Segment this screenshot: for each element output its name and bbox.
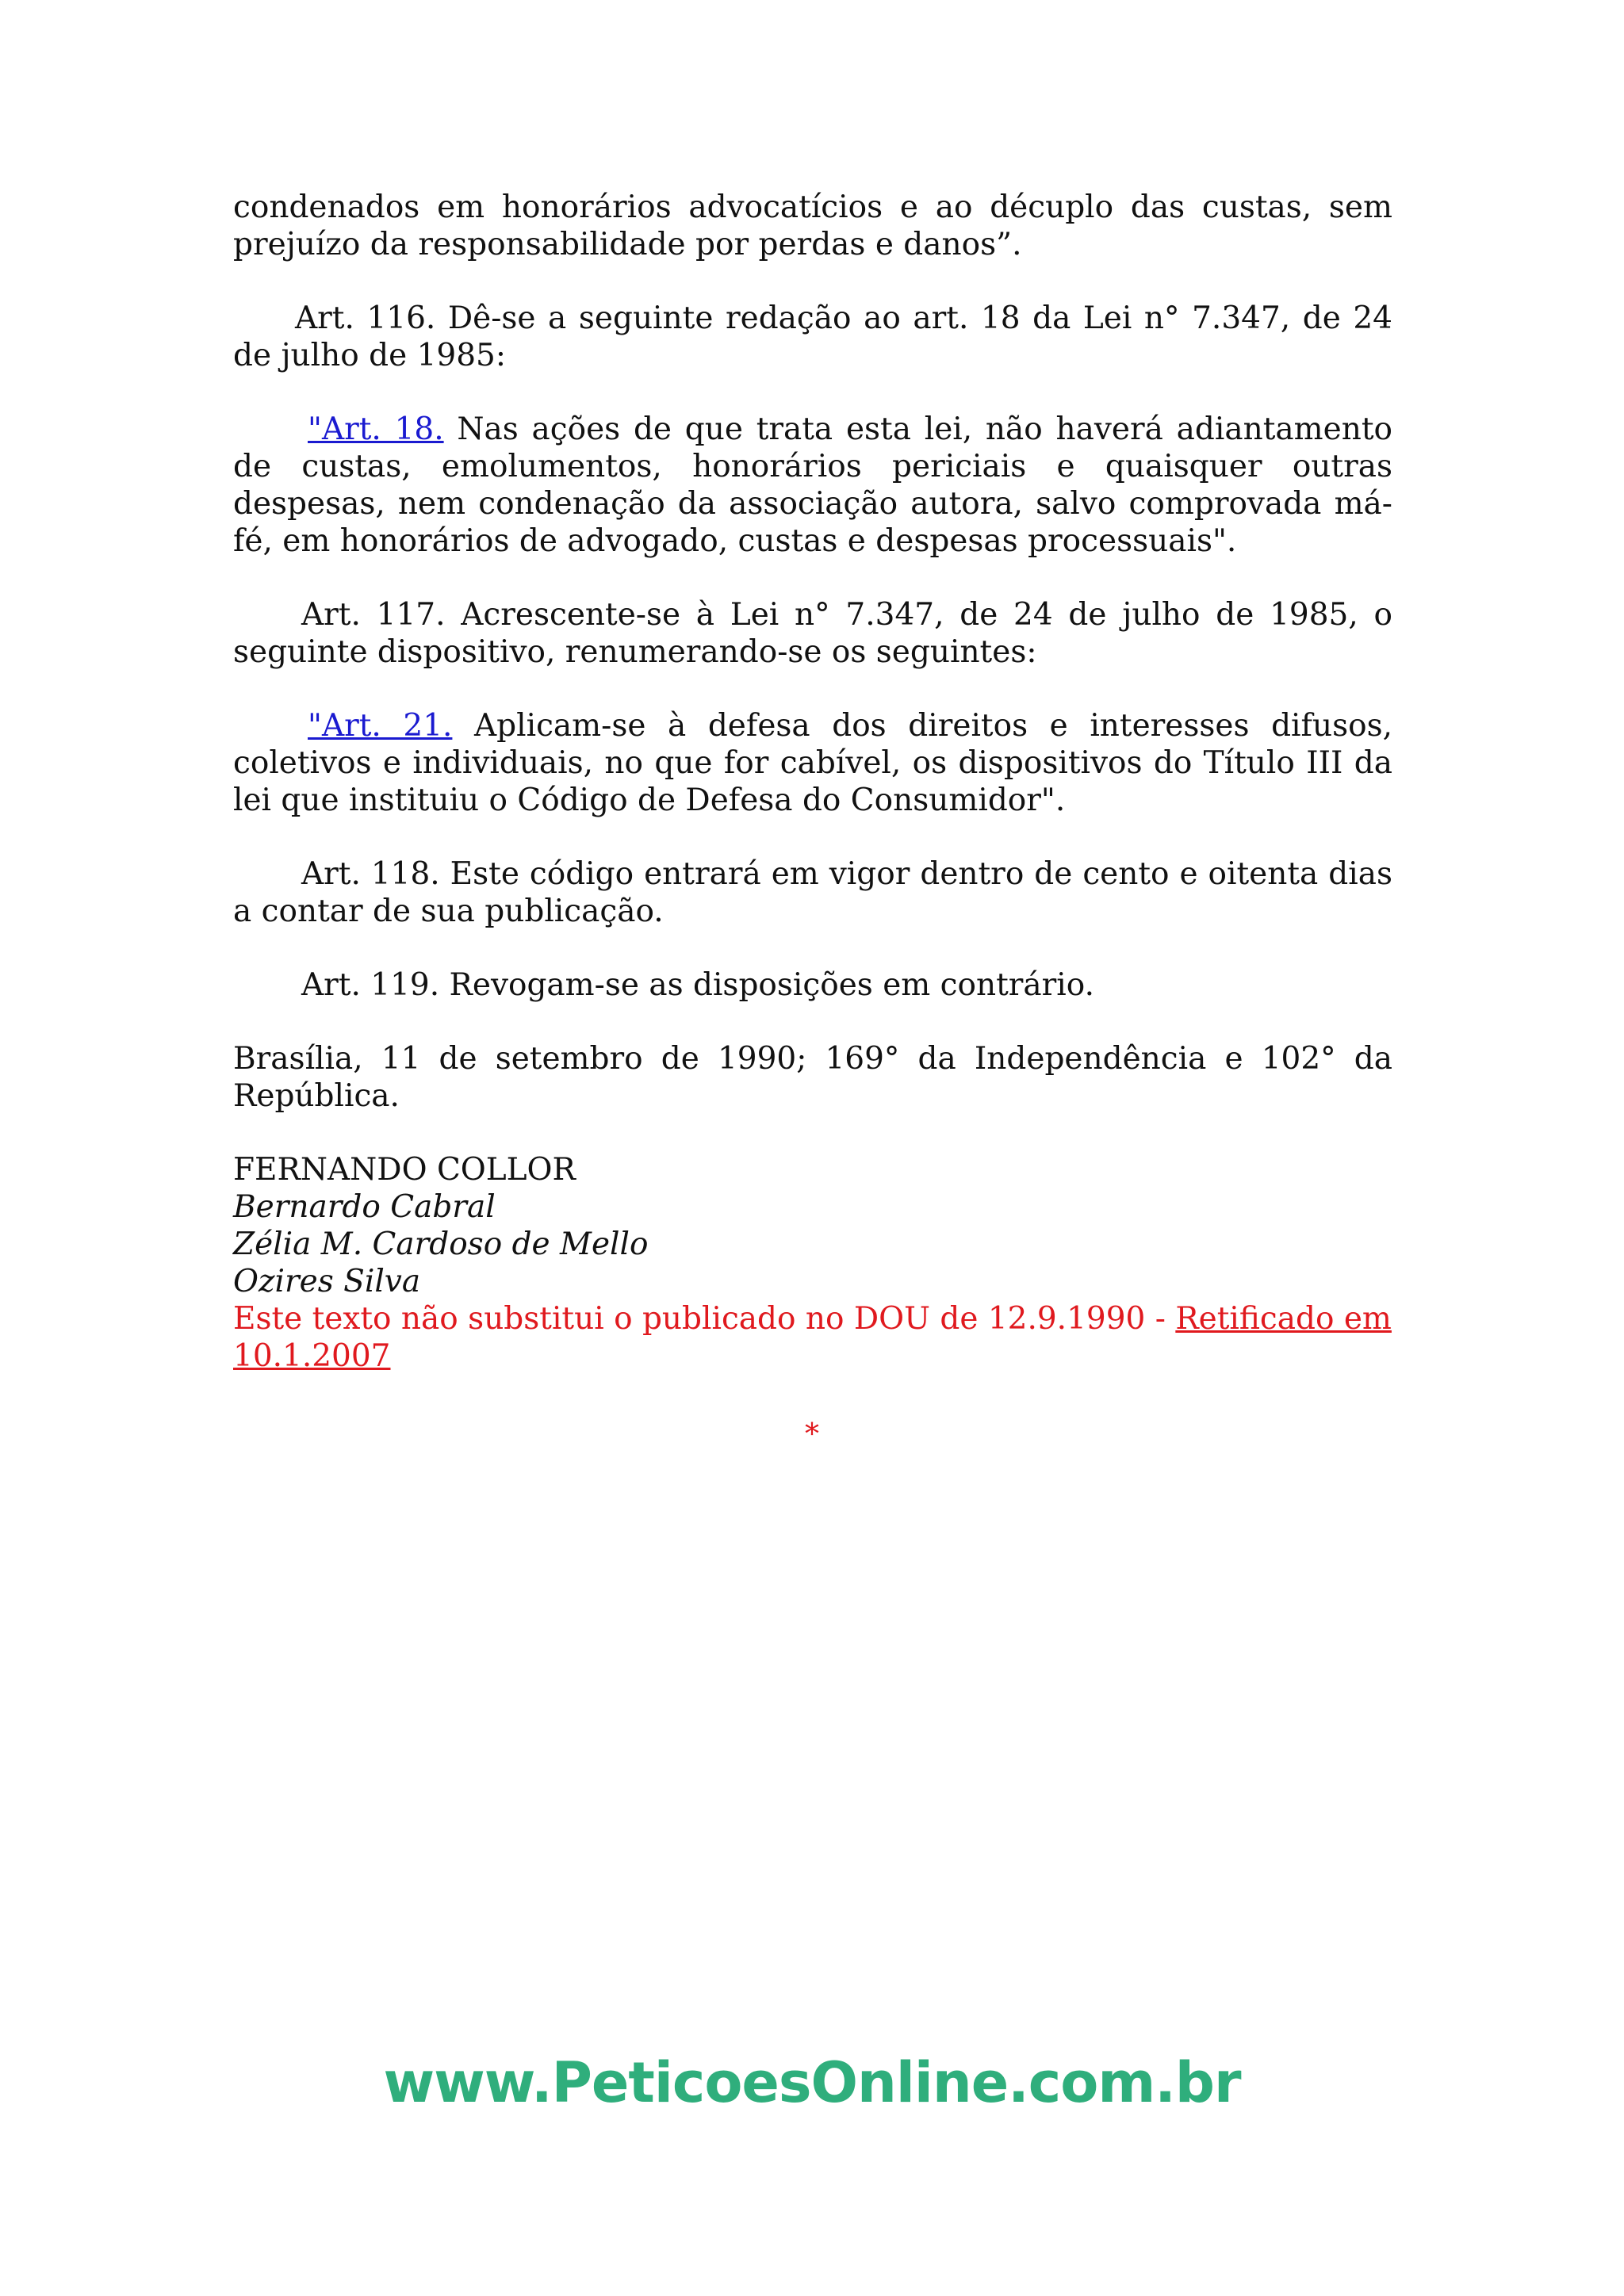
- paragraph-art-119: Art. 119. Revogam-se as disposições em contrário.: [301, 967, 1094, 1003]
- signature-minister-3: Ozires Silva: [233, 1264, 421, 1299]
- signature-minister-2: Zélia M. Cardoso de Mello: [233, 1226, 649, 1262]
- signature-minister-1: Bernardo Cabral: [233, 1189, 496, 1225]
- separator-asterisk: *: [805, 1418, 819, 1451]
- art-18-text: Nas ações de que trata esta lei, não haverá adiantamento de custas, emolumentos, honorários periciais e quaisquer outras despesas, nem condenação da associação autora, salvo comprovada má-fé, em honorários de advogado, custas e despesas processuais".: [233, 411, 1392, 559]
- art-21-link[interactable]: "Art. 21.: [308, 708, 453, 744]
- art-21-text: Aplicam-se à defesa dos direitos e interesses difusos, coletivos e individuais, no que for cabível, os dispositivos do Título III da lei que instituiu o Código de Defesa do Consumidor".: [233, 708, 1392, 818]
- paragraph-art-118: Art. 118. Este código entrará em vigor dentro de cento e oitenta dias a contar de sua publicação.: [233, 856, 1392, 929]
- paragraph-art-18: [233, 411, 1392, 560]
- paragraph-art-116: Art. 116. Dê-se a seguinte redação ao art. 18 da Lei n° 7.347, de 24 de julho de 1985:: [233, 300, 1392, 373]
- footer-logo: www.PeticoesOnline.com.br: [383, 2050, 1241, 2115]
- paragraph-art-117: Art. 117. Acrescente-se à Lei n° 7.347, de 24 de julho de 1985, o seguinte dispositivo, renumerando-se os seguintes:: [233, 597, 1392, 670]
- paragraph-continuation: condenados em honorários advocatícios e ao décuplo das custas, sem prejuízo da responsabilidade por perdas e danos”.: [233, 189, 1392, 262]
- retificado-link[interactable]: Retificado em 10.1.2007: [233, 1301, 1392, 1374]
- document-body: [233, 189, 1392, 1375]
- art-18-link[interactable]: "Art. 18.: [308, 411, 444, 447]
- paragraph-art-21: [233, 707, 1392, 819]
- publication-notice: [233, 1300, 1392, 1375]
- signature-president: FERNANDO COLLOR: [233, 1152, 576, 1188]
- date-line: Brasília, 11 de setembro de 1990; 169° da Independência e 102° da República.: [233, 1041, 1392, 1114]
- notice-text: Este texto não substitui o publicado no DOU de 12.9.1990 -: [233, 1301, 1176, 1337]
- signature-block: [233, 1151, 1392, 1300]
